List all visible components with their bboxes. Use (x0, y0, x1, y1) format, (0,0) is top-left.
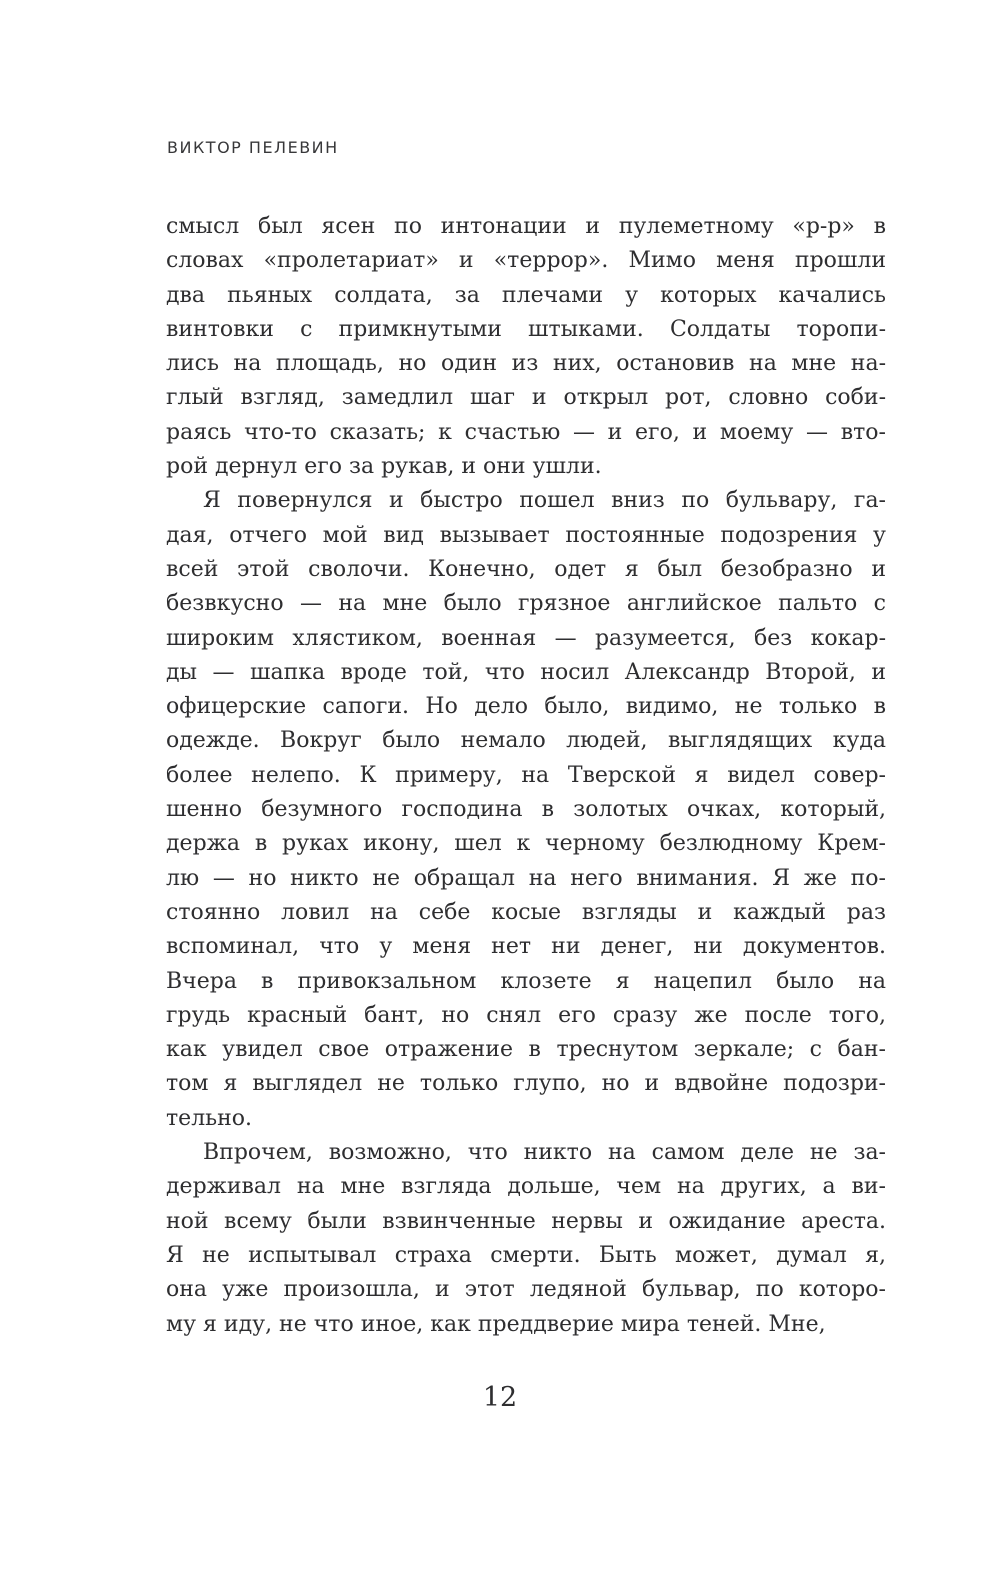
text-line: смысл был ясен по интонации и пулеметному «р-р» в (166, 214, 886, 239)
text-line: она уже произошла, и этот ледяной бульвар, по которо- (166, 1277, 886, 1303)
text-line: глый взгляд, замедлил шаг и открыл рот, словно соби- (166, 385, 886, 411)
text-line: более нелепо. К примеру, на Тверской я видел совер- (166, 762, 886, 788)
text-line: как увидел свое отражение в треснутом зеркале; с бан- (166, 1037, 886, 1063)
text-line: всей этой сволочи. Конечно, одет я был безобразно и (166, 556, 886, 582)
paragraph (166, 210, 886, 484)
text-line: держа в руках икону, шел к черному безлюдному Крем- (166, 831, 886, 857)
text-line: словах «пролетариат» и «террор». Мимо меня прошли (166, 248, 886, 274)
text-line: одежде. Вокруг было немало людей, выглядящих куда (166, 728, 886, 754)
page-number: 12 (482, 1382, 518, 1413)
text-line: держивал на мне взгляда дольше, чем на других, а ви- (166, 1174, 886, 1200)
text-line: Впрочем, возможно, что никто на самом деле не за- (203, 1140, 886, 1166)
paragraph (166, 1136, 886, 1342)
text-line: лю — но никто не обращал на него внимания. Я же по- (166, 865, 886, 891)
text-line: раясь что-то сказать; к счастью — и его, и моему — вто- (166, 419, 886, 445)
paragraph (166, 484, 886, 1136)
text-line: ды — шапка вроде той, что носил Александр Второй, и (166, 659, 886, 685)
text-line: стоянно ловил на себе косые взгляды и каждый раз (166, 899, 886, 925)
text-line: безвкусно — на мне было грязное английское пальто с (166, 591, 886, 617)
text-line: винтовки с примкнутыми штыками. Солдаты торопи- (166, 316, 886, 342)
text-line: ной всему были взвинченные нервы и ожидание ареста. (166, 1208, 886, 1234)
text-line: два пьяных солдата, за плечами у которых качались (166, 282, 886, 308)
body-text-block (166, 210, 886, 1342)
text-line: Вчера в привокзальном клозете я нацепил было на (166, 968, 886, 994)
text-line: тельно. (166, 1105, 253, 1131)
text-line: том я выглядел не только глупо, но и вдвойне подозри- (166, 1071, 886, 1097)
text-line: шенно безумного господина в золотых очках, который, (166, 797, 886, 823)
text-line: Я не испытывал страха смерти. Быть может, думал я, (166, 1242, 886, 1268)
text-line: вспоминал, что у меня нет ни денег, ни документов. (166, 934, 886, 960)
text-line: Я повернулся и быстро пошел вниз по бульвару, га- (203, 488, 886, 514)
text-line: му я иду, не что иное, как преддверие мира теней. Мне, (166, 1311, 826, 1337)
text-line: дая, отчего мой вид вызывает постоянные подозрения у (166, 522, 886, 548)
running-header-author: ВИКТОР ПЕЛЕВИН (167, 138, 339, 157)
text-line: лись на площадь, но один из них, остановив на мне на- (166, 351, 886, 377)
text-line: рой дернул его за рукав, и они ушли. (166, 454, 602, 480)
text-line: грудь красный бант, но снял его сразу же после того, (166, 1002, 886, 1028)
text-line: широким хлястиком, военная — разумеется, без кокар- (166, 625, 886, 651)
text-line: офицерские сапоги. Но дело было, видимо, не только в (166, 694, 886, 720)
